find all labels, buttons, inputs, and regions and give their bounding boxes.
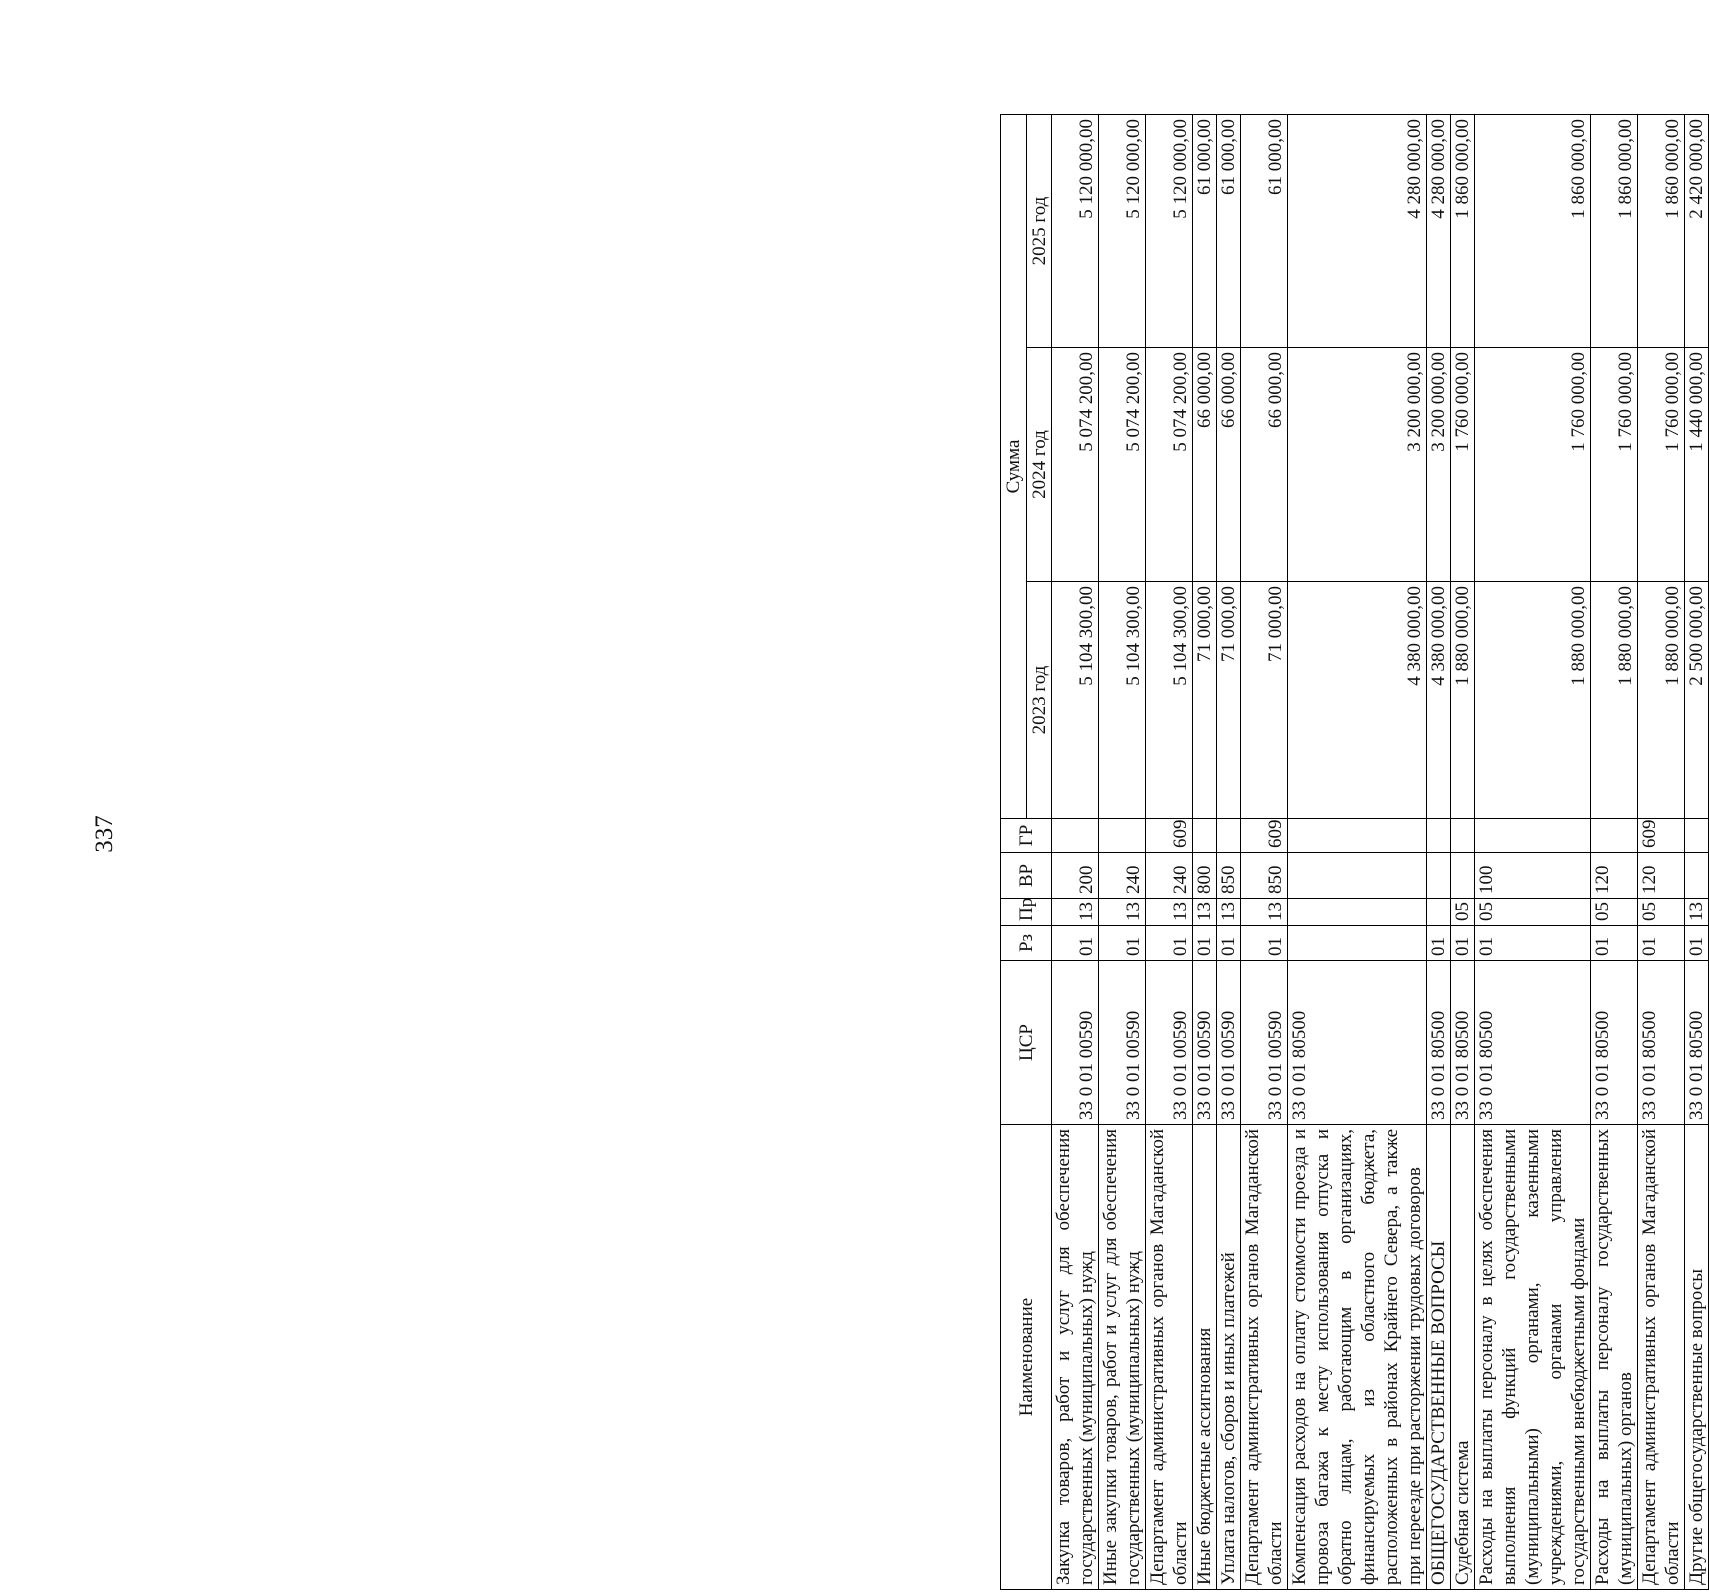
- header-year-2024: 2024 год: [1027, 348, 1052, 582]
- row-csr: 33 0 01 00590: [1052, 961, 1099, 1125]
- row-vr: 100: [1475, 853, 1591, 899]
- row-vr: 240: [1099, 853, 1146, 899]
- row-gr: [1217, 819, 1241, 853]
- row-sum-2024: 5 074 200,00: [1099, 348, 1146, 582]
- row-sum-2024: 3 200 000,00: [1427, 348, 1451, 582]
- row-sum-2024: 1 760 000,00: [1475, 348, 1591, 582]
- row-rz: 01: [1451, 926, 1475, 961]
- table-header-row: [1001, 115, 1027, 1590]
- row-sum-2024: 66 000,00: [1193, 348, 1217, 582]
- table-row: [1217, 115, 1241, 1590]
- table-row: [1451, 115, 1475, 1590]
- row-sum-2024: 66 000,00: [1241, 348, 1288, 582]
- row-name: Расходы на выплаты персоналу в целях обеспечения выполнения функций государственными (муниципальными) органами, казенными учреждениями, органами управления государственными внебюджетными фондами: [1475, 1125, 1591, 1590]
- row-sum-2023: 71 000,00: [1241, 582, 1288, 819]
- row-sum-2025: 1 860 000,00: [1591, 115, 1638, 348]
- row-vr: [1685, 853, 1709, 899]
- row-sum-2023: 4 380 000,00: [1427, 582, 1451, 819]
- row-name: Закупка товаров, работ и услуг для обеспечения государственных (муниципальных) нужд: [1052, 1125, 1099, 1590]
- table-row: [1099, 115, 1146, 1590]
- row-rz: 01: [1241, 926, 1288, 961]
- row-sum-2025: 5 120 000,00: [1146, 115, 1193, 348]
- row-name: Другие общегосударственные вопросы: [1685, 1125, 1709, 1590]
- header-year-2025: 2025 год: [1027, 115, 1052, 348]
- row-pr: 13: [1099, 899, 1146, 926]
- table-row: [1638, 115, 1685, 1590]
- row-pr: 13: [1193, 899, 1217, 926]
- row-csr: 33 0 01 80500: [1685, 961, 1709, 1125]
- row-rz: 01: [1217, 926, 1241, 961]
- row-pr: 05: [1591, 899, 1638, 926]
- row-pr: [1427, 899, 1451, 926]
- row-gr: [1591, 819, 1638, 853]
- row-sum-2023: 1 880 000,00: [1475, 582, 1591, 819]
- row-gr: [1288, 819, 1427, 853]
- row-gr: 609: [1638, 819, 1685, 853]
- header-year-2023: 2023 год: [1027, 582, 1052, 819]
- row-vr: 850: [1217, 853, 1241, 899]
- row-sum-2023: 71 000,00: [1217, 582, 1241, 819]
- row-vr: 200: [1052, 853, 1099, 899]
- table-row: [1288, 115, 1427, 1590]
- page-number: 337: [91, 815, 118, 853]
- header-name: Наименование: [1001, 1125, 1052, 1590]
- row-rz: [1288, 926, 1427, 961]
- table-row: [1427, 115, 1451, 1590]
- row-name: Уплата налогов, сборов и иных платежей: [1217, 1125, 1241, 1590]
- row-sum-2024: 66 000,00: [1217, 348, 1241, 582]
- header-gr: ГР: [1001, 819, 1052, 853]
- row-name: Иные бюджетные ассигнования: [1193, 1125, 1217, 1590]
- row-vr: 120: [1591, 853, 1638, 899]
- row-gr: [1475, 819, 1591, 853]
- table-row: [1193, 115, 1217, 1590]
- row-rz: 01: [1193, 926, 1217, 961]
- header-rz: Рз: [1001, 926, 1052, 961]
- row-name: Департамент административных органов Магаданской области: [1146, 1125, 1193, 1590]
- row-rz: 01: [1099, 926, 1146, 961]
- row-gr: [1052, 819, 1099, 853]
- budget-table: [1000, 114, 1709, 1590]
- row-csr: 33 0 01 80500: [1427, 961, 1451, 1125]
- row-sum-2024: 1 760 000,00: [1638, 348, 1685, 582]
- table-row: [1475, 115, 1591, 1590]
- row-gr: 609: [1241, 819, 1288, 853]
- row-sum-2025: 1 860 000,00: [1475, 115, 1591, 348]
- row-vr: 800: [1193, 853, 1217, 899]
- row-sum-2023: 1 880 000,00: [1591, 582, 1638, 819]
- row-name: Компенсация расходов на оплату стоимости проезда и провоза багажа к месту использования отпуска и обратно лицам, работающим в организациях, финансируемых из областного бюджета, расположенных в районах Крайнего Севера, а также при переезде при расторжении трудовых договоров: [1288, 1125, 1427, 1590]
- row-sum-2023: 5 104 300,00: [1099, 582, 1146, 819]
- row-name: ОБЩЕГОСУДАРСТВЕННЫЕ ВОПРОСЫ: [1427, 1125, 1451, 1590]
- row-sum-2024: 3 200 000,00: [1288, 348, 1427, 582]
- table-row: [1685, 115, 1709, 1590]
- row-csr: 33 0 01 00590: [1099, 961, 1146, 1125]
- row-rz: 01: [1475, 926, 1591, 961]
- row-pr: 05: [1638, 899, 1685, 926]
- row-sum-2025: 5 120 000,00: [1052, 115, 1099, 348]
- row-sum-2023: 2 500 000,00: [1685, 582, 1709, 819]
- row-pr: 05: [1475, 899, 1591, 926]
- row-pr: 13: [1146, 899, 1193, 926]
- row-pr: [1288, 899, 1427, 926]
- row-sum-2025: 61 000,00: [1193, 115, 1217, 348]
- row-sum-2025: 61 000,00: [1217, 115, 1241, 348]
- row-csr: 33 0 01 00590: [1193, 961, 1217, 1125]
- row-name: Департамент административных органов Магаданской области: [1638, 1125, 1685, 1590]
- header-vr: ВР: [1001, 853, 1052, 899]
- row-gr: 609: [1146, 819, 1193, 853]
- header-csr: ЦСР: [1001, 961, 1052, 1125]
- row-pr: 13: [1217, 899, 1241, 926]
- row-csr: 33 0 01 00590: [1241, 961, 1288, 1125]
- row-name: Департамент административных органов Магаданской области: [1241, 1125, 1288, 1590]
- header-pr: Пр: [1001, 899, 1052, 926]
- row-sum-2024: 1 760 000,00: [1451, 348, 1475, 582]
- row-gr: [1099, 819, 1146, 853]
- row-pr: 13: [1052, 899, 1099, 926]
- row-rz: 01: [1427, 926, 1451, 961]
- row-vr: 240: [1146, 853, 1193, 899]
- row-csr: 33 0 01 80500: [1288, 961, 1427, 1125]
- row-rz: 01: [1591, 926, 1638, 961]
- row-pr: 13: [1241, 899, 1288, 926]
- row-rz: 01: [1638, 926, 1685, 961]
- row-gr: [1427, 819, 1451, 853]
- row-rz: 01: [1685, 926, 1709, 961]
- row-sum-2025: 1 860 000,00: [1638, 115, 1685, 348]
- row-rz: 01: [1146, 926, 1193, 961]
- table-row: [1052, 115, 1099, 1590]
- row-vr: [1288, 853, 1427, 899]
- row-sum-2025: 2 420 000,00: [1685, 115, 1709, 348]
- row-csr: 33 0 01 00590: [1217, 961, 1241, 1125]
- row-sum-2025: 4 280 000,00: [1427, 115, 1451, 348]
- table-row: [1591, 115, 1638, 1590]
- row-gr: [1451, 819, 1475, 853]
- row-gr: [1193, 819, 1217, 853]
- row-sum-2023: 4 380 000,00: [1288, 582, 1427, 819]
- row-sum-2024: 5 074 200,00: [1052, 348, 1099, 582]
- row-sum-2025: 5 120 000,00: [1099, 115, 1146, 348]
- row-sum-2023: 5 104 300,00: [1052, 582, 1099, 819]
- row-sum-2023: 1 880 000,00: [1638, 582, 1685, 819]
- header-sum: Сумма: [1001, 115, 1027, 819]
- row-vr: 850: [1241, 853, 1288, 899]
- row-sum-2024: 5 074 200,00: [1146, 348, 1193, 582]
- row-sum-2024: 1 760 000,00: [1591, 348, 1638, 582]
- row-vr: 120: [1638, 853, 1685, 899]
- row-pr: 13: [1685, 899, 1709, 926]
- row-vr: [1451, 853, 1475, 899]
- row-sum-2024: 1 440 000,00: [1685, 348, 1709, 582]
- row-sum-2023: 71 000,00: [1193, 582, 1217, 819]
- row-gr: [1685, 819, 1709, 853]
- row-sum-2023: 5 104 300,00: [1146, 582, 1193, 819]
- row-csr: 33 0 01 00590: [1146, 961, 1193, 1125]
- table-row: [1241, 115, 1288, 1590]
- row-csr: 33 0 01 80500: [1475, 961, 1591, 1125]
- row-csr: 33 0 01 80500: [1638, 961, 1685, 1125]
- row-sum-2025: 1 860 000,00: [1451, 115, 1475, 348]
- row-name: Иные закупки товаров, работ и услуг для обеспечения государственных (муниципальных) нужд: [1099, 1125, 1146, 1590]
- row-pr: 05: [1451, 899, 1475, 926]
- row-vr: [1427, 853, 1451, 899]
- row-name: Судебная система: [1451, 1125, 1475, 1590]
- row-csr: 33 0 01 80500: [1591, 961, 1638, 1125]
- row-sum-2023: 1 880 000,00: [1451, 582, 1475, 819]
- row-rz: 01: [1052, 926, 1099, 961]
- row-csr: 33 0 01 80500: [1451, 961, 1475, 1125]
- table-row: [1146, 115, 1193, 1590]
- row-sum-2025: 4 280 000,00: [1288, 115, 1427, 348]
- row-name: Расходы на выплаты персоналу государственных (муниципальных) органов: [1591, 1125, 1638, 1590]
- row-sum-2025: 61 000,00: [1241, 115, 1288, 348]
